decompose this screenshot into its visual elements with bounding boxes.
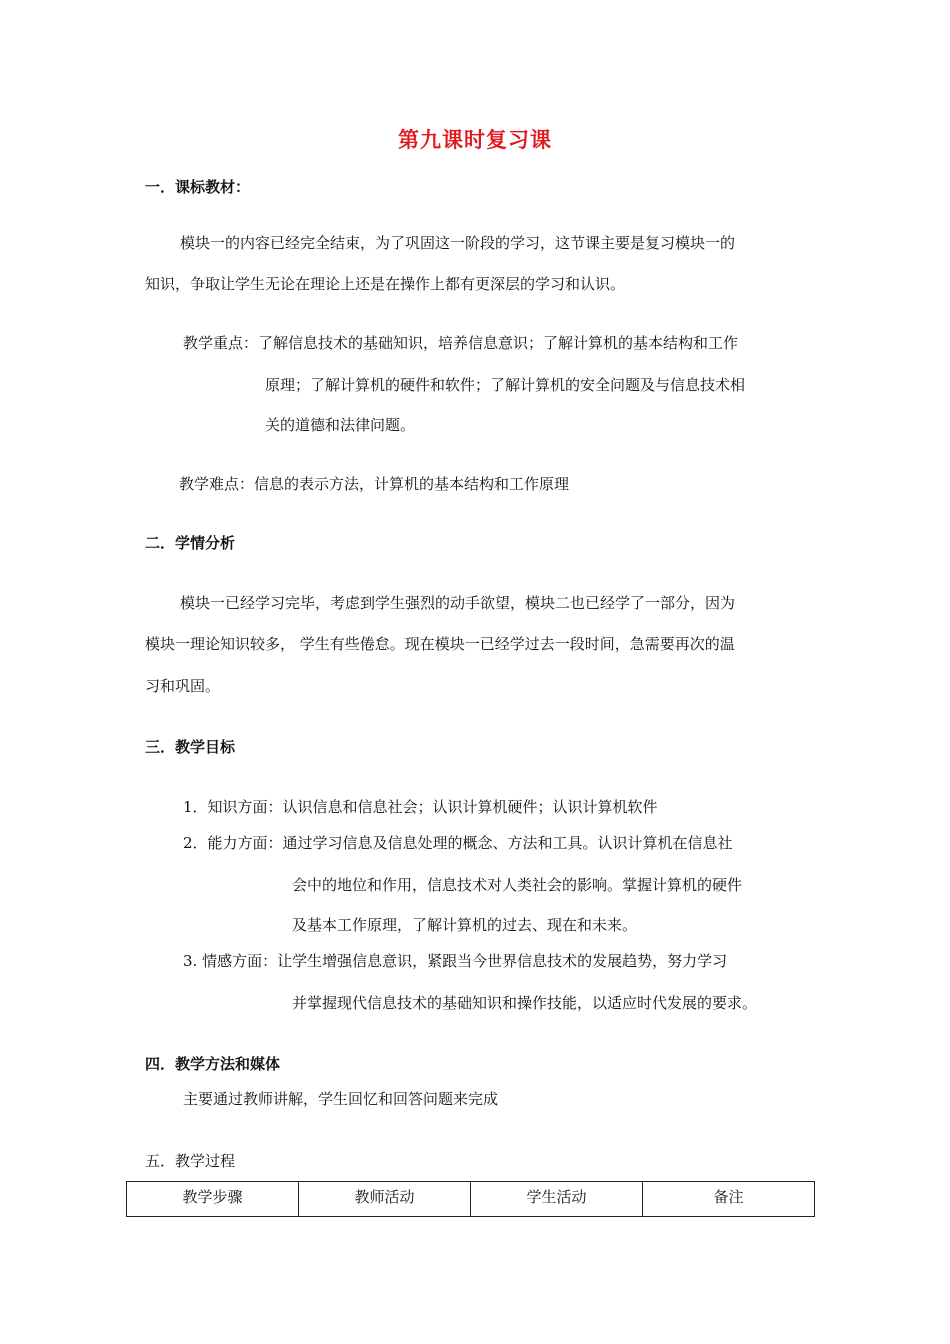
section-heading-4: 四．教学方法和媒体 bbox=[145, 1055, 281, 1073]
table-header-cell: 教学步骤 bbox=[127, 1182, 299, 1217]
s3-goal-2-line-2: 会中的地位和作用，信息技术对人类社会的影响。掌握计算机的硬件 bbox=[292, 876, 743, 894]
table-header-cell: 备注 bbox=[643, 1182, 815, 1217]
page-title: 第九课时复习课 bbox=[398, 128, 552, 152]
s2-paragraph-line-1: 模块一已经学习完毕，考虑到学生强烈的动手欲望，模块二也已经学了一部分，因为 bbox=[180, 594, 736, 612]
s3-goal-1: 1．知识方面：认识信息和信息社会；认识计算机硬件；认识计算机软件 bbox=[183, 798, 658, 816]
section-heading-3: 三．教学目标 bbox=[145, 738, 236, 756]
s1-focus-line-1: 教学重点：了解信息技术的基础知识，培养信息意识；了解计算机的基本结构和工作 bbox=[183, 334, 739, 352]
s2-paragraph-line-2: 模块一理论知识较多， 学生有些倦怠。现在模块一已经学过去一段时间，急需要再次的温 bbox=[145, 635, 735, 653]
s1-difficulty-line: 教学难点：信息的表示方法，计算机的基本结构和工作原理 bbox=[179, 475, 570, 493]
s3-goal-2-line-3: 及基本工作原理，了解计算机的过去、现在和未来。 bbox=[292, 916, 638, 934]
table-header-row bbox=[127, 1182, 815, 1217]
s3-goal-2-line-1: 2．能力方面：通过学习信息及信息处理的概念、方法和工具。认识计算机在信息社 bbox=[183, 834, 733, 852]
s3-goal-3-line-1: 3. 情感方面：让学生增强信息意识，紧跟当今世界信息技术的发展趋势，努力学习 bbox=[183, 952, 728, 970]
s2-paragraph-line-3: 习和巩固。 bbox=[145, 677, 221, 695]
teaching-process-table bbox=[126, 1181, 815, 1217]
s4-text: 主要通过教师讲解，学生回忆和回答问题来完成 bbox=[183, 1090, 499, 1108]
section-heading-1: 一．课标教材： bbox=[145, 178, 251, 196]
section-heading-5: 五．教学过程 bbox=[145, 1152, 236, 1170]
s1-paragraph-line-1: 模块一的内容已经完全结束，为了巩固这一阶段的学习，这节课主要是复习模块一的 bbox=[180, 234, 736, 252]
s3-goal-3-line-2: 并掌握现代信息技术的基础知识和操作技能，以适应时代发展的要求。 bbox=[292, 994, 758, 1012]
section-heading-2: 二．学情分析 bbox=[145, 534, 236, 552]
s1-focus-line-2: 原理；了解计算机的硬件和软件；了解计算机的安全问题及与信息技术相 bbox=[265, 376, 746, 394]
table-header-cell: 教师活动 bbox=[299, 1182, 471, 1217]
s1-paragraph-line-2: 知识，争取让学生无论在理论上还是在操作上都有更深层的学习和认识。 bbox=[145, 275, 626, 293]
table-header-cell: 学生活动 bbox=[471, 1182, 643, 1217]
s1-focus-line-3: 关的道德和法律问题。 bbox=[265, 416, 416, 434]
